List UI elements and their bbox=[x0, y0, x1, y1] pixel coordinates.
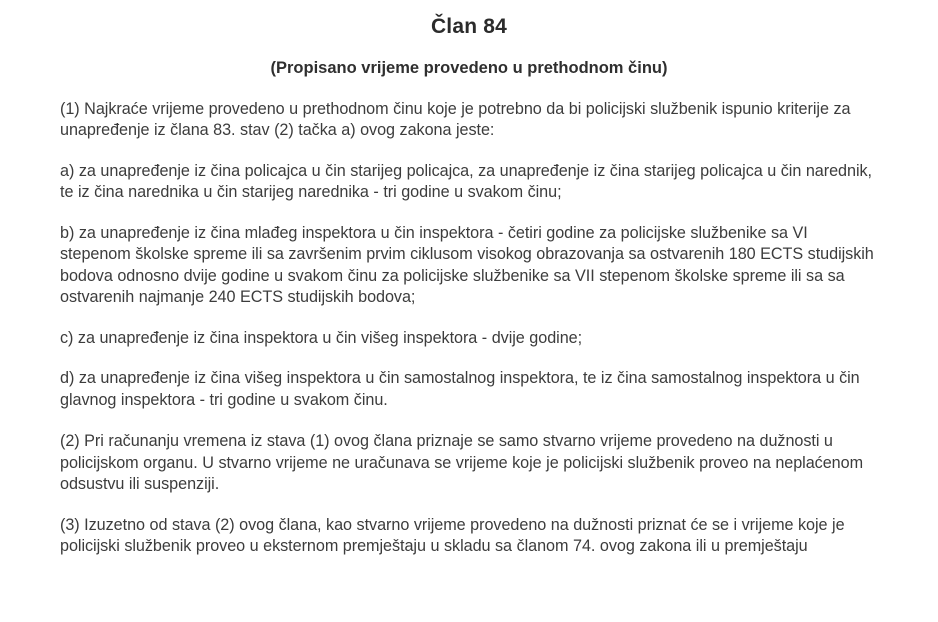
paragraph-2: (2) Pri računanju vremena iz stava (1) ovog člana priznaje se samo stvarno vrijeme provedeno na dužnosti u policijskom organu. U stvarno vrijeme ne uračunava se vrijeme koje je policijski službenik proveo na neplaćenom odsustvu ili suspenziji. bbox=[60, 432, 864, 494]
paragraph-3: (3) Izuzetno od stava (2) ovog člana, kao stvarno vrijeme provedeno na dužnosti priznat će se i vrijeme koje je policijski službenik proveo u eksternom premještaju u skladu sa članom 74. ovog zakona ili u premještaju bbox=[60, 515, 845, 556]
page-title: Član 84 bbox=[430, 15, 508, 38]
paragraph-1: (1) Najkraće vrijeme provedeno u prethodnom činu koje je potrebno da bi policijski službenik ispunio kriterije za unapređenje iz člana 83. stav (2) tačka a) ovog zakona jeste: bbox=[60, 99, 851, 140]
paragraph-item-d: d) za unapređenje iz čina višeg inspektora u čin samostalnog inspektora, te iz čina samostalnog inspektora u čin glavnog inspektora - tri godine u svakom činu. bbox=[60, 369, 860, 409]
paragraph-item-b: b) za unapređenje iz čina mlađeg inspektora u čin inspektora - četiri godine za policijske službenike sa VI stepenom školske spreme ili sa završenim prvim ciklusom visokog obrazovanja sa ostvarenih 180 ECTS studijskih bodova odnosno dvije godine u svakom činu za policijske službenike sa VII stepenom školske spreme ili sa sa ostvarenih najmanje 240 ECTS studijskih bodova; bbox=[60, 223, 874, 307]
paragraph-item-c: c) za unapređenje iz čina inspektora u čin višeg inspektora - dvije godine; bbox=[60, 328, 583, 347]
paragraph-item-a: a) za unapređenje iz čina policajca u čin starijeg policajca, za unapređenje iz čina starijeg policajca u čin narednik, te iz čina narednika u čin starijeg narednika - tri godine u svakom činu; bbox=[60, 161, 872, 202]
document-body bbox=[60, 99, 878, 558]
page-subtitle: (Propisano vrijeme provedeno u prethodnom činu) bbox=[270, 59, 668, 78]
